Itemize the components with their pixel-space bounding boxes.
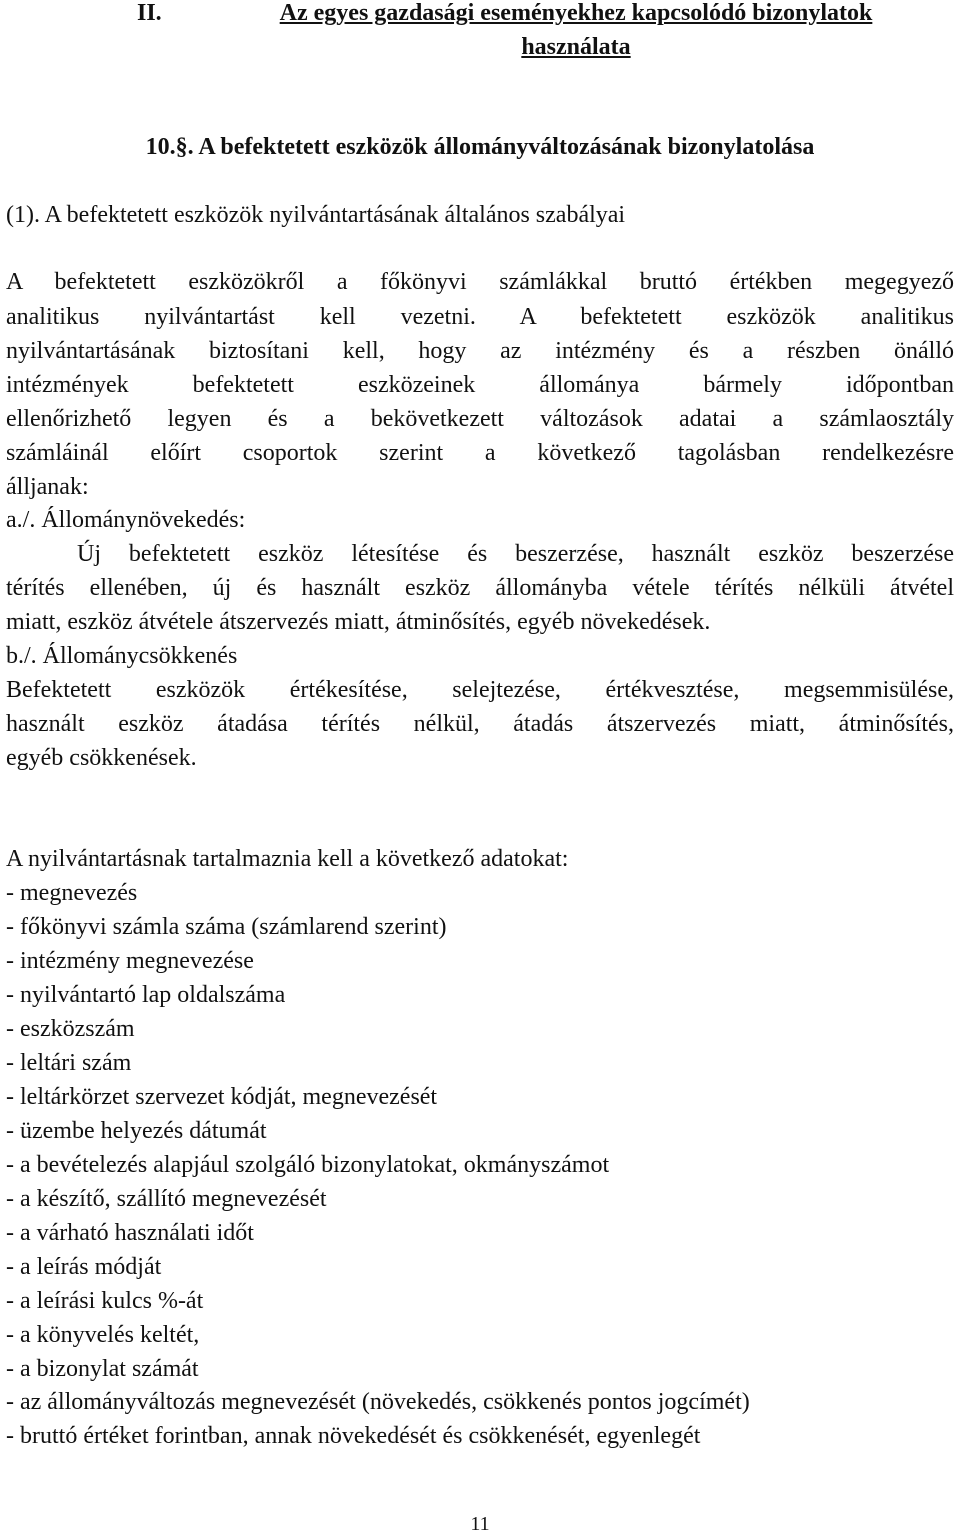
list-item: - a várható használati időt — [6, 1220, 254, 1246]
list-item: - a bizonylat számát — [6, 1356, 199, 1382]
list-item: - nyilvántartó lap oldalszáma — [6, 982, 286, 1008]
page-number: 11 — [470, 1513, 490, 1535]
chapter-title-line-2: használata — [521, 34, 631, 60]
decrease-label: b./. Állománycsökkenés — [6, 643, 238, 669]
paragraph-line: intézmények befektetett eszközeinek állománya bármely időpontban — [6, 372, 954, 398]
chapter-title — [200, 0, 952, 64]
chapter-title-line-1: Az egyes gazdasági eseményekhez kapcsolódó bizonylatok — [279, 0, 873, 26]
list-item: - üzembe helyezés dátumát — [6, 1118, 267, 1144]
list-item: - megnevezés — [6, 880, 138, 906]
chapter-number: II. — [137, 0, 162, 26]
paragraph-line: analitikus nyilvántartást kell vezetni. A befektetett eszközök analitikus — [6, 304, 954, 330]
decrease-line: egyéb csökkenések. — [6, 745, 197, 771]
paragraph-line: álljanak: — [6, 474, 89, 500]
increase-line: Új befektetett eszköz létesítése és beszerzése, használt eszköz beszerzése — [77, 541, 954, 567]
list-item: - a könyvelés keltét, — [6, 1322, 200, 1348]
decrease-line: Befektetett eszközök értékesítése, selejtezése, értékvesztése, megsemmisülése, — [6, 677, 954, 703]
paragraph-line: ellenőrizhető legyen és a bekövetkezett változások adatai a számlaosztály — [6, 406, 954, 432]
paragraph-line: számláinál előírt csoportok szerint a következő tagolásban rendelkezésre — [6, 440, 954, 466]
list-item: - bruttó értéket forintban, annak növekedését és csökkenését, egyenlegét — [6, 1423, 701, 1449]
list-item: - intézmény megnevezése — [6, 948, 254, 974]
list-item: - leltárkörzet szervezet kódját, megnevezését — [6, 1084, 438, 1110]
data-list-intro: A nyilvántartásnak tartalmaznia kell a következő adatokat: — [6, 846, 569, 872]
list-item: - a leírás módját — [6, 1254, 162, 1280]
increase-label: a./. Állománynövekedés: — [6, 507, 246, 533]
section-title: 10.§. A befektetett eszközök állományváltozásának bizonylatolása — [145, 134, 815, 160]
paragraph-line: nyilvántartásának biztosítani kell, hogy az intézmény és a részben önálló — [6, 338, 954, 364]
decrease-line: használt eszköz átadása térítés nélkül, átadás átszervezés miatt, átminősítés, — [6, 711, 954, 737]
list-item: - a leírási kulcs %-át — [6, 1288, 204, 1314]
list-item: - az állományváltozás megnevezését (növekedés, csökkenés pontos jogcímét) — [6, 1389, 750, 1415]
list-item: - a bevételezés alapjául szolgáló bizonylatokat, okmányszámot — [6, 1152, 610, 1178]
increase-line: térítés ellenében, új és használt eszköz állományba vétele térítés nélküli átvétel — [6, 575, 954, 601]
list-item: - eszközszám — [6, 1016, 135, 1042]
list-item: - főkönyvi számla száma (számlarend szerint) — [6, 914, 447, 940]
list-item: - a készítő, szállító megnevezését — [6, 1186, 327, 1212]
increase-line: miatt, eszköz átvétele átszervezés miatt, átminősítés, egyéb növekedések. — [6, 609, 711, 635]
subsection-title: (1). A befektetett eszközök nyilvántartásának általános szabályai — [6, 202, 626, 228]
list-item: - leltári szám — [6, 1050, 132, 1076]
paragraph-line: A befektetett eszközökről a főkönyvi számlákkal bruttó értékben megegyező — [6, 269, 954, 295]
